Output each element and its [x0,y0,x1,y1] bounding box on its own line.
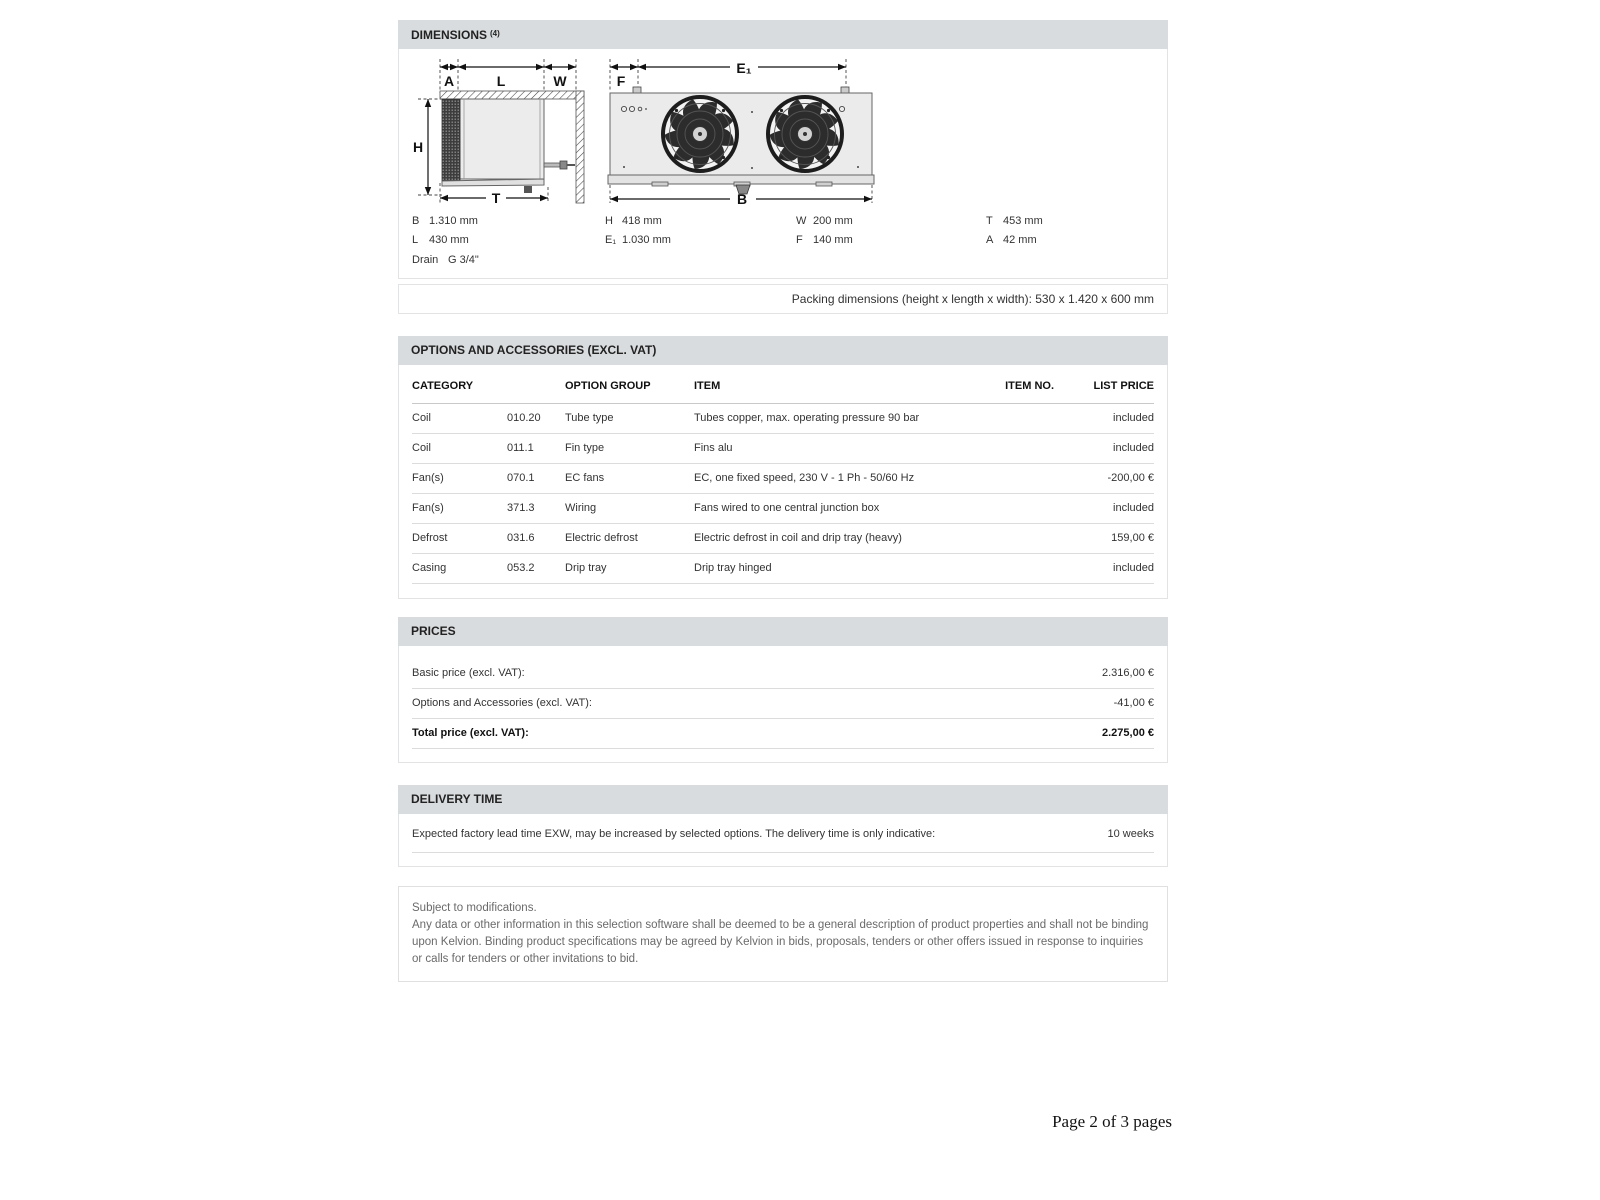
dimensions-body [398,49,1168,279]
delivery-label: Expected factory lead time EXW, may be increased by selected options. The delivery time is only indicative: [412,827,936,840]
price-value: 2.316,00 € [1102,667,1154,679]
title-superscript: (4) [490,29,500,38]
section-title: OPTIONS AND ACCESSORIES (EXCL. VAT) [411,343,657,357]
price-row [412,689,1154,719]
dimension-value: F 140 mm [796,234,853,247]
dimension-value: W 200 mm [796,214,853,227]
dim-label-W: W [553,73,567,89]
dimension-value: T 453 mm [986,214,1043,227]
dimensions-section [398,20,1168,279]
page-number: Page 2 of 3 pages [1052,1112,1172,1131]
front-view-drawing [600,55,882,207]
disclaimer-line2: Any data or other information in this selection software shall be deemed to be a general description of product properties and shall not be binding upon Kelvion. Binding product specifications may be agreed by Kelvion in bids, proposals, tenders or other offers issued in response to inquiries or calls for tenders or other invitations to bid. [412,918,1149,965]
table-row: Fan(s) 070.1 EC fans EC, one fixed speed, 230 V - 1 Ph - 50/60 Hz -200,00 € [412,464,1154,494]
column-header-list-price: LIST PRICE [1093,379,1154,392]
options-body [398,365,1168,599]
packing-dimensions-row [398,284,1168,314]
total-price-row [412,719,1154,749]
dim-label-E1: E₁ [736,60,752,76]
delivery-body [398,814,1168,867]
dimension-value: Drain G 3/4" [412,253,479,266]
side-view-drawing [412,55,590,207]
dimension-value: L 430 mm [412,234,469,247]
delivery-row [412,828,1154,853]
table-header-row [412,365,1154,404]
delivery-section [398,785,1168,867]
delivery-header [398,785,1168,814]
disclaimer-line1: Subject to modifications. [412,901,537,914]
dimensions-header [398,20,1168,49]
price-label: Total price (excl. VAT): [412,727,529,739]
options-table [399,365,1167,598]
price-value: 2.275,00 € [1102,727,1154,739]
dim-label-T: T [491,190,501,206]
dimension-values [412,211,1154,270]
prices-section [398,617,1168,763]
price-value: -41,00 € [1113,697,1154,709]
technical-drawings [412,55,1154,207]
table-row: Fan(s) 371.3 Wiring Fans wired to one central junction box included [412,494,1154,524]
dimension-value: A 42 mm [986,234,1037,247]
prices-header [398,617,1168,646]
dim-label-A: A [443,73,455,89]
disclaimer-box [398,886,1168,982]
table-row: Coil 011.1 Fin type Fins alu included [412,434,1154,464]
dimension-value: E₁ 1.030 mm [605,234,671,247]
section-title: DELIVERY TIME [411,792,503,806]
dimension-value: H 418 mm [605,214,662,227]
options-header [398,336,1168,365]
section-title: DIMENSIONS [411,27,488,42]
dim-label-B: B [736,191,748,207]
table-row: Coil 010.20 Tube type Tubes copper, max. operating pressure 90 bar included [412,404,1154,434]
dim-label-H: H [413,139,424,155]
price-row [412,659,1154,689]
section-title: PRICES [411,624,456,638]
delivery-value: 10 weeks [1107,827,1154,840]
column-header-option-group: OPTION GROUP [565,379,651,392]
table-row: Defrost 031.6 Electric defrost Electric defrost in coil and drip tray (heavy) 159,00 € [412,524,1154,554]
dim-label-L: L [496,73,506,89]
price-label: Basic price (excl. VAT): [412,667,525,679]
column-header-item-no: ITEM NO. [1005,379,1054,392]
datasheet-page [398,20,1168,982]
packing-dimensions-text: Packing dimensions (height x length x width): 530 x 1.420 x 600 mm [791,291,1154,306]
column-header-category: CATEGORY [412,379,474,392]
price-label: Options and Accessories (excl. VAT): [412,697,592,709]
dimension-value: B 1.310 mm [412,214,478,227]
table-row: Casing 053.2 Drip tray Drip tray hinged included [412,554,1154,584]
options-section [398,336,1168,599]
dim-label-F: F [616,73,626,89]
prices-body [398,646,1168,763]
column-header-item: ITEM [694,379,721,392]
